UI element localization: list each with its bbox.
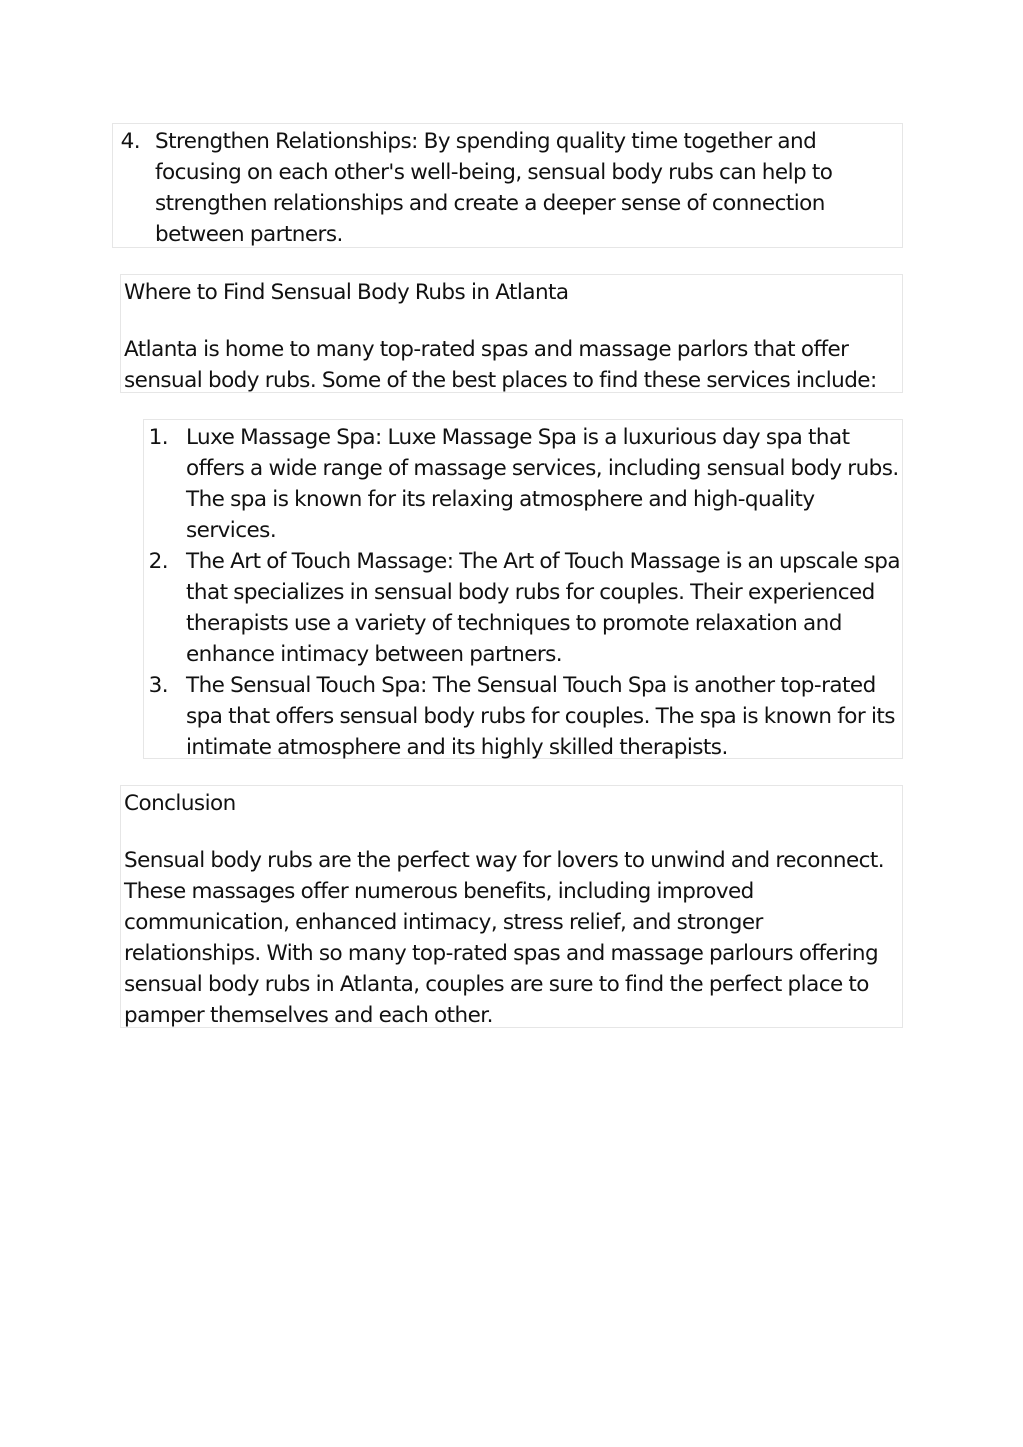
list-item [144,670,902,763]
list-item-number: 2. [148,549,168,574]
where-to-find-block [120,274,903,393]
benefits-list-block [112,123,903,248]
list-item [144,546,902,670]
list-item-text: The Sensual Touch Spa: The Sensual Touch Spa is another top-rated spa that offers sensual body rubs for couples. The spa is known for its intimate atmosphere and its highly skilled therapists. [186,673,895,760]
spa-list [144,420,902,763]
spa-list-block [143,419,903,759]
list-item-text: Strengthen Relationships: By spending quality time together and focusing on each other's well-being, sensual body rubs can help to strengthen relationships and create a deeper sense of connection between partners. [155,129,833,247]
list-item-number: 1. [148,425,168,450]
list-item [113,124,902,250]
list-item-number: 4. [120,129,140,154]
conclusion-block [120,785,903,1028]
list-item-number: 3. [148,673,168,698]
section-paragraph: Atlanta is home to many top-rated spas and massage parlors that offer sensual body rubs. Some of the best places to find these services include: [124,337,877,393]
list-item-text: Luxe Massage Spa: Luxe Massage Spa is a luxurious day spa that offers a wide range of massage services, including sensual body rubs. The spa is known for its relaxing atmosphere and high-quality services. [186,425,899,543]
section-paragraph: Sensual body rubs are the perfect way for lovers to unwind and reconnect. These massages offer numerous benefits, including improved communication, enhanced intimacy, stress relief, and stronger relationships. With so many top-rated spas and massage parlours offering sensual body rubs in Atlanta, couples are sure to find the perfect place to pamper themselves and each other. [124,848,885,1028]
benefits-list [113,124,902,250]
section-heading: Where to Find Sensual Body Rubs in Atlanta [124,280,569,305]
section-heading: Conclusion [124,791,236,816]
list-item-text: The Art of Touch Massage: The Art of Touch Massage is an upscale spa that specializes in sensual body rubs for couples. Their experienced therapists use a variety of techniques to promote relaxation and enhance intimacy between partners. [186,549,901,667]
list-item [144,422,902,546]
